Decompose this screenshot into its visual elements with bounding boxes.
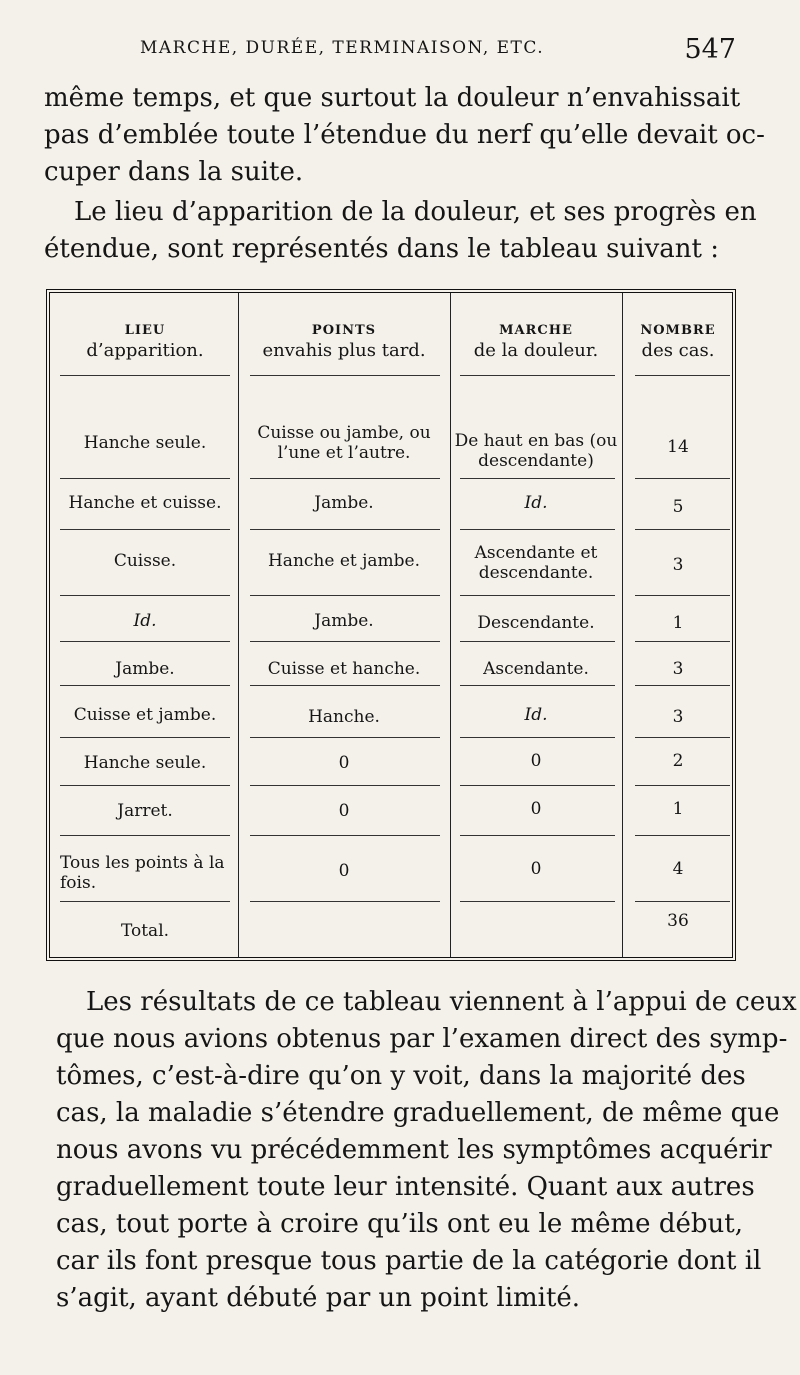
row-rule xyxy=(250,641,440,642)
cell-marche: Id. xyxy=(524,705,548,725)
cell-nombre: 2 xyxy=(672,751,684,771)
row-rule xyxy=(635,737,730,738)
row-rule xyxy=(60,595,230,596)
cell-marche: 0 xyxy=(530,859,542,879)
row-rule xyxy=(250,478,440,479)
row-rule xyxy=(460,835,615,836)
cell-nombre: 5 xyxy=(672,497,684,517)
text-line: tômes, c’est-à-dire qu’on y voit, dans la majorité des xyxy=(56,1061,746,1091)
row-rule xyxy=(250,835,440,836)
header-points: POINTS envahis plus tard. xyxy=(262,323,426,361)
cell-lieu: Hanche et cuisse. xyxy=(68,493,222,513)
cell-lieu: Jambe. xyxy=(115,659,175,679)
cell-marche: 0 xyxy=(530,751,542,771)
header-nombre: NOMBRE des cas. xyxy=(640,323,716,361)
row-rule xyxy=(635,529,730,530)
text-line: graduellement toute leur intensité. Quant aux autres xyxy=(56,1172,755,1202)
text-line: cas, tout porte à croire qu’ils ont eu le même début, xyxy=(56,1209,743,1239)
text-line: car ils font presque tous partie de la catégorie dont il xyxy=(56,1246,762,1276)
cell-marche: Ascendante et descendante. xyxy=(474,543,598,583)
row-rule xyxy=(460,529,615,530)
row-rule xyxy=(460,375,615,376)
cell-nombre: 4 xyxy=(672,859,684,879)
running-title: MARCHE, DURÉE, TERMINAISON, ETC. xyxy=(140,38,545,58)
row-rule xyxy=(635,375,730,376)
cell-nombre: 3 xyxy=(672,555,684,575)
row-rule xyxy=(60,529,230,530)
cell-points: Jambe. xyxy=(314,493,374,513)
cell-nombre: 3 xyxy=(672,659,684,679)
row-rule xyxy=(60,478,230,479)
total-label: Total. xyxy=(120,921,170,941)
data-table xyxy=(46,289,736,961)
cell-lieu: Id. xyxy=(133,611,157,631)
text-line: Les résultats de ce tableau viennent à l’appui de ceux xyxy=(86,987,797,1017)
header-marche: MARCHE de la douleur. xyxy=(473,323,599,361)
row-rule xyxy=(250,737,440,738)
cell-nombre: 1 xyxy=(672,613,684,633)
paragraph-intro-continued xyxy=(44,80,765,191)
row-rule xyxy=(635,901,730,902)
text-line: pas d’emblée toute l’étendue du nerf qu’elle devait oc- xyxy=(44,120,765,150)
cell-points: 0 xyxy=(338,753,350,773)
row-rule xyxy=(635,478,730,479)
row-rule xyxy=(60,901,230,902)
row-rule xyxy=(460,641,615,642)
row-rule xyxy=(635,685,730,686)
row-rule xyxy=(460,737,615,738)
cell-marche: Ascendante. xyxy=(483,659,589,679)
cell-lieu: Jarret. xyxy=(117,801,173,821)
cell-lieu: Tous les points à la fois. xyxy=(60,853,225,893)
text-line: même temps, et que surtout la douleur n’envahissait xyxy=(44,83,741,113)
header-lieu: LIEU d’apparition. xyxy=(86,323,204,361)
row-rule xyxy=(250,529,440,530)
text-line: Le lieu d’apparition de la douleur, et ses progrès en xyxy=(74,197,757,227)
running-head xyxy=(140,34,740,78)
text-line: que nous avions obtenus par l’examen direct des symp- xyxy=(56,1024,788,1054)
row-rule xyxy=(250,595,440,596)
column-divider xyxy=(622,293,623,957)
cell-points: Cuisse ou jambe, ou l’une et l’autre. xyxy=(257,423,431,463)
row-rule xyxy=(635,785,730,786)
cell-marche: Id. xyxy=(524,493,548,513)
row-rule xyxy=(250,685,440,686)
cell-marche: De haut en bas (ou descendante) xyxy=(454,431,618,471)
total-value: 36 xyxy=(667,911,689,931)
cell-points: Hanche et jambe. xyxy=(267,551,420,571)
cell-nombre: 3 xyxy=(672,707,684,727)
row-rule xyxy=(250,785,440,786)
row-rule xyxy=(460,595,615,596)
row-rule xyxy=(250,375,440,376)
row-rule xyxy=(60,835,230,836)
cell-lieu: Cuisse et jambe. xyxy=(73,705,217,725)
row-rule xyxy=(460,785,615,786)
text-line: nous avons vu précédemment les symptômes acquérir xyxy=(56,1135,772,1165)
paragraph-table-intro xyxy=(44,194,757,268)
cell-lieu: Hanche seule. xyxy=(83,753,207,773)
row-rule xyxy=(60,785,230,786)
row-rule xyxy=(635,595,730,596)
page-number: 547 xyxy=(684,34,736,65)
row-rule xyxy=(250,901,440,902)
text-line: cuper dans la suite. xyxy=(44,157,304,187)
cell-points: Jambe. xyxy=(314,611,374,631)
text-line: s’agit, ayant débuté par un point limité. xyxy=(56,1283,581,1313)
cell-nombre: 1 xyxy=(672,799,684,819)
cell-nombre: 14 xyxy=(667,437,689,457)
cell-marche: Descendante. xyxy=(477,613,595,633)
column-divider xyxy=(450,293,451,957)
cell-points: 0 xyxy=(338,861,350,881)
row-rule xyxy=(635,641,730,642)
row-rule xyxy=(60,737,230,738)
row-rule xyxy=(460,478,615,479)
cell-points: Hanche. xyxy=(308,707,380,727)
cell-points: Cuisse et hanche. xyxy=(267,659,421,679)
row-rule xyxy=(60,375,230,376)
row-rule xyxy=(60,641,230,642)
row-rule xyxy=(460,685,615,686)
cell-lieu: Hanche seule. xyxy=(83,433,207,453)
row-rule xyxy=(460,901,615,902)
paragraph-conclusion xyxy=(56,984,797,1317)
cell-marche: 0 xyxy=(530,799,542,819)
text-line: cas, la maladie s’étendre graduellement, de même que xyxy=(56,1098,780,1128)
row-rule xyxy=(635,835,730,836)
row-rule xyxy=(60,685,230,686)
cell-lieu: Cuisse. xyxy=(113,551,177,571)
cell-points: 0 xyxy=(338,801,350,821)
text-line: étendue, sont représentés dans le tableau suivant : xyxy=(44,234,719,264)
